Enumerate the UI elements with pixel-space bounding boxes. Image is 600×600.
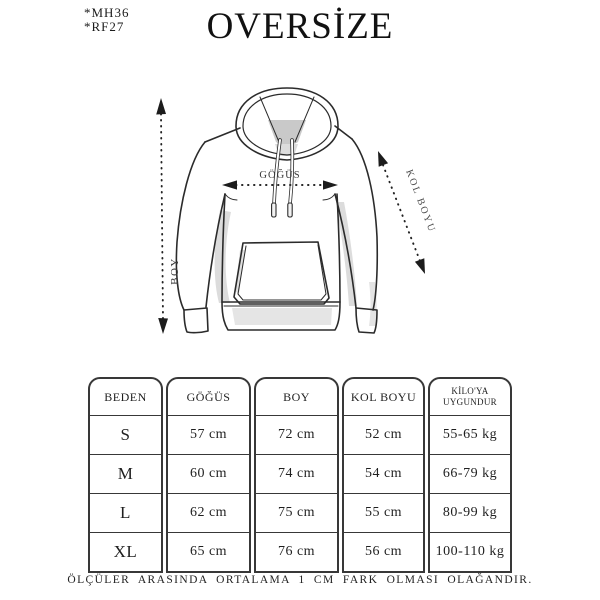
size-cell: XL	[90, 532, 161, 571]
sleeve-label: KOL BOYU	[403, 168, 438, 235]
column-beden	[88, 377, 163, 573]
column-header: BOY	[283, 389, 310, 404]
column-header: BEDEN	[104, 389, 147, 404]
length-label: BOY	[169, 257, 181, 285]
chest-label: GÖĞÜS	[259, 170, 301, 181]
size-table	[88, 377, 512, 573]
weight-cell: 80-99 kg	[430, 493, 510, 532]
size-cell: M	[90, 454, 161, 493]
chest-arrow	[222, 169, 338, 190]
measure-cell: 54 cm	[344, 454, 423, 493]
weight-cell: 66-79 kg	[430, 454, 510, 493]
measure-cell: 52 cm	[344, 415, 423, 454]
column-boy	[254, 377, 339, 573]
page-title: OVERSİZE	[206, 6, 394, 47]
measure-cell: 72 cm	[256, 415, 337, 454]
sleeve-arrow	[378, 151, 437, 274]
pocket	[234, 242, 329, 304]
measure-cell: 76 cm	[256, 532, 337, 571]
size-cell: L	[90, 493, 161, 532]
measure-cell: 57 cm	[168, 415, 249, 454]
product-code-1: *MH36	[84, 5, 130, 20]
product-code-2: *RF27	[84, 19, 125, 35]
column-header: KOL BOYU	[350, 389, 417, 404]
measure-cell: 55 cm	[344, 493, 423, 532]
column-gogus	[166, 377, 251, 573]
measure-cell: 60 cm	[168, 454, 249, 493]
length-arrow	[156, 98, 181, 334]
tolerance-note: ÖLÇÜLER ARASINDA ORTALAMA 1 CM FARK OLMASI OLAĞANDIR.	[67, 574, 533, 586]
measure-cell: 62 cm	[168, 493, 249, 532]
measure-cell: 75 cm	[256, 493, 337, 532]
column-kol-boyu	[342, 377, 425, 573]
column-kilo	[428, 377, 512, 573]
column-header: KİLO'YA UYGUNDUR	[443, 385, 497, 407]
hoodie-measurement-diagram	[140, 82, 470, 354]
measure-cell: 74 cm	[256, 454, 337, 493]
weight-cell: 55-65 kg	[430, 415, 510, 454]
measure-cell: 56 cm	[344, 532, 423, 571]
weight-cell: 100-110 kg	[430, 532, 510, 571]
measure-cell: 65 cm	[168, 532, 249, 571]
size-cell: S	[90, 415, 161, 454]
column-header: GÖĞÜS	[186, 389, 231, 404]
